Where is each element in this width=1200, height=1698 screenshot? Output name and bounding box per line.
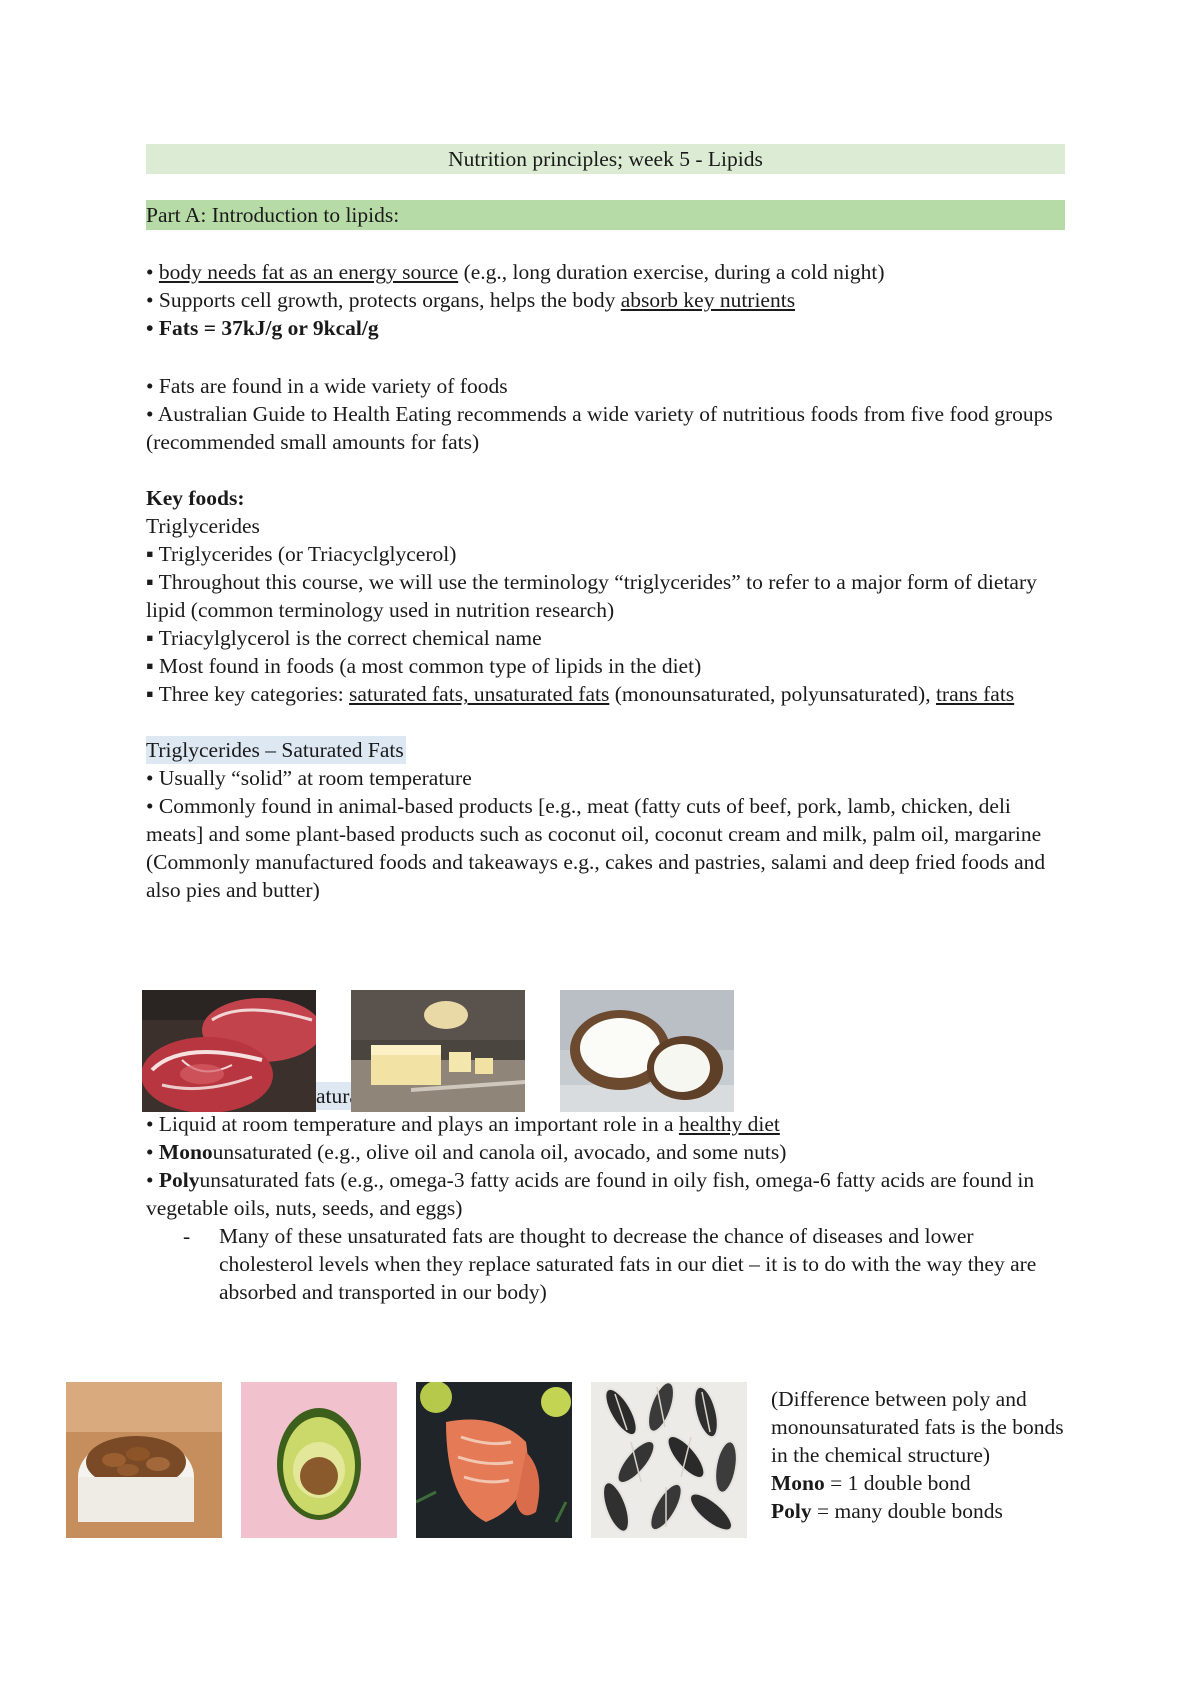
square-bullet-terminology: ▪ Throughout this course, we will use the terminology “triglycerides” to refer to a major form of dietary lipid (common terminology used in nutrition research) (146, 570, 1037, 622)
salmon-image (416, 1382, 572, 1538)
triglycerides-label: Triglycerides (146, 514, 260, 538)
coconut-image (560, 990, 734, 1112)
trans-fats-underline: trans fats (935, 682, 1015, 706)
bullet-energy-source: • body needs fat as an energy source (e.g., long duration exercise, during a cold night) (146, 260, 885, 284)
avocado-image (241, 1382, 397, 1538)
bullet-solid-room-temp: • Usually “solid” at room temperature (146, 766, 472, 790)
document-body (146, 144, 1065, 1306)
dash-item-disease-risk: - Many of these unsaturated fats are thought to decrease the chance of diseases and lower cholesterol levels when they replace saturated fats in our diet – it is to do with the way they are absorbed and transported in our body) (183, 1224, 1037, 1304)
key-foods-heading: Key foods: (146, 486, 245, 510)
unsaturated-fats-heading: Unsaturated (146, 1082, 1065, 1110)
healthy-diet-underline: healthy diet (678, 1112, 780, 1136)
energy-source-underline: body needs fat as an energy source (158, 260, 459, 284)
mono-definition: Mono = 1 double bond (771, 1471, 971, 1495)
absorb-nutrients-underline: absorb key nutrients (620, 288, 796, 312)
bullet-variety-foods: • Fats are found in a wide variety of foods (146, 374, 508, 398)
saturated-unsaturated-underline: saturated fats, unsaturated fats (349, 682, 610, 706)
bullet-polyunsaturated: • Polyunsaturated fats (e.g., omega-3 fatty acids are found in oily fish, omega-6 fatty acids are found in vegetable oils, nuts, seeds, and eggs) (146, 1168, 1035, 1220)
page-title: Nutrition principles; week 5 - Lipids (146, 144, 1065, 174)
square-bullet-triacylglycerol: ▪ Triglycerides (or Triacyclglycerol) (146, 542, 457, 566)
sunflower-seeds-image (591, 1382, 747, 1538)
poly-definition: Poly = many double bonds (771, 1499, 1003, 1523)
beef-steak-image (142, 990, 316, 1112)
mono-poly-difference-note: (Difference between poly and monounsaturated fats is the bonds in the chemical structure) Mono = 1 double bond Poly = many double bonds (771, 1385, 1071, 1525)
bullet-cell-growth: • Supports cell growth, protects organs, helps the body absorb key nutrients (146, 288, 796, 312)
square-bullet-chemical-name: ▪ Triacylglycerol is the correct chemical name (146, 626, 542, 650)
saturated-fats-heading: Triglycerides – Saturated Fats (146, 738, 404, 762)
square-bullet-most-found: ▪ Most found in foods (a most common type of lipids in the diet) (146, 654, 702, 678)
almonds-image (66, 1382, 222, 1538)
bullet-fats-energy: • Fats = 37kJ/g or 9kcal/g (146, 316, 379, 340)
bullet-animal-products: • Commonly found in animal-based products [e.g., meat (fatty cuts of beef, pork, lamb, chicken, deli meats] and some plant-based products such as coconut oil, coconut cream and milk, palm oil, margarine (146, 794, 1042, 846)
manufactured-foods-note: (Commonly manufactured foods and takeaways e.g., cakes and pastries, salami and deep fried foods and also pies and butter) (146, 850, 1046, 902)
square-bullet-categories: ▪ Three key categories: saturated fats, unsaturated fats (monounsaturated, polyunsaturated), trans fats (146, 682, 1015, 706)
bullet-liquid-room-temp: • Liquid at room temperature and plays an important role in a healthy diet (146, 1112, 780, 1136)
section-heading-part-a: Part A: Introduction to lipids: (146, 200, 1065, 230)
bullet-monounsaturated: • Monounsaturated (e.g., olive oil and canola oil, avocado, and some nuts) (146, 1140, 787, 1164)
butter-image (351, 990, 525, 1112)
bullet-guide-health-eating: • Australian Guide to Health Eating recommends a wide variety of nutritious foods from five food groups (recommended small amounts for fats) (146, 402, 1053, 454)
